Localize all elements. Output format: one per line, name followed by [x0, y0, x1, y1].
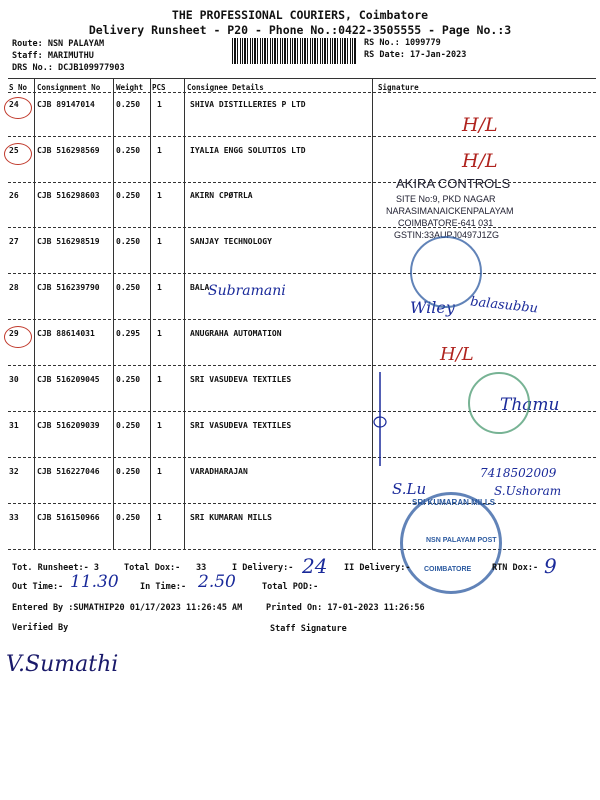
stamp-gstin: GSTIN:33AUPJ0497J1ZG — [394, 230, 500, 240]
col-header-consignment: Consignment No — [37, 83, 101, 92]
row-25-handwritten-hl: H/L — [462, 150, 498, 172]
row-consignment-no: CJB 516239790 — [37, 283, 100, 292]
row-sno: 24 — [9, 100, 19, 109]
row-sno: 25 — [9, 146, 19, 155]
col-header-pcs: PCS — [152, 83, 166, 92]
row-consignment-no: CJB 516150966 — [37, 513, 100, 522]
col-divider — [372, 78, 373, 550]
row-30-handwritten-signature: Thamu — [500, 395, 560, 415]
ii-delivery-label: II Delivery:- — [344, 563, 411, 573]
row-consignment-no: CJB 516298603 — [37, 191, 100, 200]
staff-signature-label: Staff Signature — [270, 624, 347, 634]
col-header-consignee: Consignee Details — [187, 83, 264, 92]
row-consignee: AKIRN CPØTRLA — [190, 191, 253, 200]
verifier-signature: V.Sumathi — [6, 652, 119, 677]
rs-number: RS No.: 1099779 — [364, 38, 441, 48]
row-consignee: ANUGRAHA AUTOMATION — [190, 329, 282, 338]
row-divider — [8, 136, 596, 137]
row-sno: 29 — [9, 329, 19, 338]
row-weight: 0.250 — [116, 421, 141, 430]
row-weight: 0.295 — [116, 329, 141, 338]
row-consignment-no: CJB 89147014 — [37, 100, 95, 109]
col-header-signature: Signature — [378, 83, 419, 92]
stamp-address-line3: COIMBATORE-641 031 — [398, 218, 494, 228]
row-32-handwritten-name: S.Ushoram — [494, 484, 562, 498]
row-consignee: SRI VASUDEVA TEXTILES — [190, 421, 292, 430]
col-header-sno: S No — [9, 83, 28, 92]
staff: Staff: MARIMUTHU — [12, 51, 94, 61]
verified-by-label: Verified By — [12, 623, 69, 633]
row-weight: 0.250 — [116, 467, 141, 476]
row-pcs: 1 — [157, 191, 162, 200]
row-weight: 0.250 — [116, 146, 141, 155]
row-sno: 28 — [9, 283, 19, 292]
row-28-handwritten-signature: balasubbu — [469, 294, 539, 317]
barcode — [232, 38, 356, 64]
row-weight: 0.250 — [116, 283, 141, 292]
kumaran-stamp-place: NSN PALAYAM POST — [426, 537, 497, 544]
row-consignee: VARADHARAJAN — [190, 467, 248, 476]
header-rule — [8, 92, 596, 93]
col-divider — [113, 78, 114, 550]
rtn-dox-label: RTN Dox:- — [492, 563, 539, 573]
row-pcs: 1 — [157, 237, 162, 246]
row-consignee: IYALIA ENGG SOLUTIOS LTD — [190, 146, 306, 155]
company-title: THE PROFESSIONAL COURIERS, Coimbatore — [171, 8, 429, 22]
stamp-company-name: AKIRA CONTROLS — [396, 176, 511, 191]
row-divider — [8, 365, 596, 366]
col-divider — [184, 78, 185, 550]
row-29-handwritten-hl: H/L — [440, 344, 474, 365]
stamp-address-line2: NARASIMANAICKENPALAYAM — [386, 206, 514, 216]
row-pcs: 1 — [157, 100, 162, 109]
rs-date: RS Date: 17-Jan-2023 — [364, 50, 467, 60]
col-divider — [150, 78, 151, 550]
row-24-handwritten-hl: H/L — [462, 114, 498, 136]
tot-runsheet: Tot. Runsheet:- 3 — [12, 563, 99, 573]
row-weight: 0.250 — [116, 100, 141, 109]
row-pcs: 1 — [157, 467, 162, 476]
row-sno: 30 — [9, 375, 19, 384]
bracket-mark — [368, 370, 394, 470]
row-sno: 33 — [9, 513, 19, 522]
table-top-rule — [8, 78, 596, 79]
row-pcs: 1 — [157, 513, 162, 522]
row-sno: 27 — [9, 237, 19, 246]
row-consignee: SHIVA DISTILLERIES P LTD — [190, 100, 306, 109]
row-28-scribble-signature: Wiley — [410, 298, 455, 317]
round-seal-stamp — [410, 236, 482, 308]
row-consignee: BALA — [190, 283, 210, 292]
row-consignment-no: CJB 88614031 — [37, 329, 95, 338]
row-divider — [8, 457, 596, 458]
col-divider — [34, 78, 35, 550]
row-sno: 32 — [9, 467, 19, 476]
drs-number: DRS No.: DCJB109977903 — [12, 63, 125, 73]
kumaran-stamp-city: COIMBATORE — [424, 566, 472, 573]
row-pcs: 1 — [157, 329, 162, 338]
row-divider — [8, 319, 596, 320]
row-pcs: 1 — [157, 283, 162, 292]
stamp-address-line1: SITE No:9, PKD NAGAR — [396, 194, 496, 204]
row-consignee: SANJAY TECHNOLOGY — [190, 237, 272, 246]
row-29-circle-mark — [4, 326, 32, 348]
row-weight: 0.250 — [116, 237, 141, 246]
row-consignment-no: CJB 516298569 — [37, 146, 100, 155]
row-weight: 0.250 — [116, 513, 141, 522]
row-divider — [8, 273, 596, 274]
total-dox-label: Total Dox:- — [124, 563, 181, 573]
row-divider — [8, 549, 596, 550]
row-weight: 0.250 — [116, 375, 141, 384]
row-32-handwritten-phone: 7418502009 — [480, 466, 557, 480]
total-dox-value: 33 — [196, 563, 207, 573]
out-time-label: Out Time:- — [12, 582, 64, 592]
row-consignee: SRI VASUDEVA TEXTILES — [190, 375, 292, 384]
row-consignment-no: CJB 516209039 — [37, 421, 100, 430]
row-consignment-no: CJB 516298519 — [37, 237, 100, 246]
row-28-handwritten-name: Subramani — [208, 283, 286, 299]
runsheet-subtitle: Delivery Runsheet - P20 - Phone No.:0422-3505555 - Page No.:3 — [88, 23, 512, 37]
row-divider — [8, 227, 596, 228]
row-pcs: 1 — [157, 375, 162, 384]
in-time-label: In Time:- — [140, 582, 187, 592]
row-sno: 26 — [9, 191, 19, 200]
row-sno: 31 — [9, 421, 19, 430]
kumaran-stamp-name: SRI KUMARAN MILLS — [412, 498, 496, 507]
row-divider — [8, 503, 596, 504]
i-delivery-value: 24 — [302, 554, 328, 578]
i-delivery-label: I Delivery:- — [232, 563, 294, 573]
out-time-value: 11.30 — [70, 572, 119, 592]
row-weight: 0.250 — [116, 191, 141, 200]
row-32-handwritten-signature: S.Lu — [392, 480, 427, 498]
entered-by: Entered By :SUMATHIP20 01/17/2023 11:26:45 AM — [12, 603, 243, 613]
row-consignment-no: CJB 516209045 — [37, 375, 100, 384]
row-consignment-no: CJB 516227046 — [37, 467, 100, 476]
rtn-dox-value: 9 — [544, 554, 557, 578]
col-header-weight: Weight — [116, 83, 144, 92]
printed-on: Printed On: 17-01-2023 11:26:56 — [266, 603, 425, 613]
in-time-value: 2.50 — [198, 572, 236, 592]
row-consignee: SRI KUMARAN MILLS — [190, 513, 272, 522]
row-pcs: 1 — [157, 421, 162, 430]
row-25-circle-mark — [4, 143, 32, 165]
row-24-circle-mark — [4, 97, 32, 119]
total-pod-label: Total POD:- — [262, 582, 319, 592]
row-pcs: 1 — [157, 146, 162, 155]
route: Route: NSN PALAYAM — [12, 39, 105, 49]
round-seal-stamp — [468, 372, 530, 434]
